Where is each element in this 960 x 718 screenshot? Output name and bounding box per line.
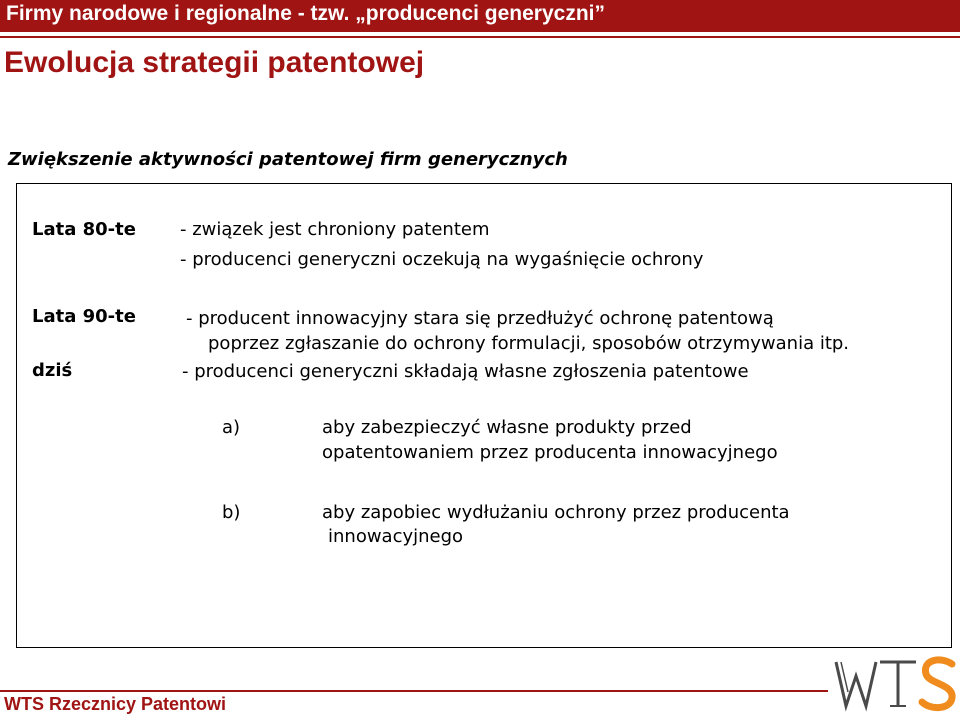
header-bar (0, 0, 960, 32)
wts-logo-graphic (832, 652, 958, 714)
content-line-80s-1: - związek jest chroniony patentem (180, 219, 490, 240)
page-subtitle: Zwiększenie aktywności patentowej firm generycznych (8, 149, 568, 170)
footer-divider (0, 690, 828, 692)
list-item-b-line-2: innowacyjnego (328, 526, 464, 547)
header-title: Firmy narodowe i regionalne - tzw. „producenci generyczni” (6, 2, 605, 25)
header-divider (0, 36, 960, 38)
content-line-80s-2: - producenci generyczni oczekują na wygaśnięcie ochrony (180, 249, 704, 270)
content-line-90s-2: poprzez zgłaszanie do ochrony formulacji, sposobów otrzymywania itp. (208, 333, 850, 354)
wts-logo (832, 652, 958, 714)
page-title: Ewolucja strategii patentowej (4, 46, 425, 79)
period-label-90s: Lata 90-te (32, 306, 136, 327)
list-item-a-line-2: opatentowaniem przez producenta innowacyjnego (322, 442, 778, 463)
list-item-b-line-1: aby zapobiec wydłużaniu ochrony przez producenta (322, 502, 790, 523)
content-line-today: - producenci generyczni składają własne zgłoszenia patentowe (182, 361, 749, 382)
list-item-a-line-1: aby zabezpieczyć własne produkty przed (322, 417, 692, 438)
footer-company-name: WTS Rzecznicy Patentowi (4, 694, 227, 714)
period-label-today: dziś (32, 360, 73, 381)
list-marker-b: b) (222, 502, 241, 523)
content-line-90s-1: - producent innowacyjny stara się przedłużyć ochronę patentową (186, 308, 774, 329)
period-label-80s: Lata 80-te (32, 219, 136, 240)
list-marker-a: a) (222, 417, 241, 438)
